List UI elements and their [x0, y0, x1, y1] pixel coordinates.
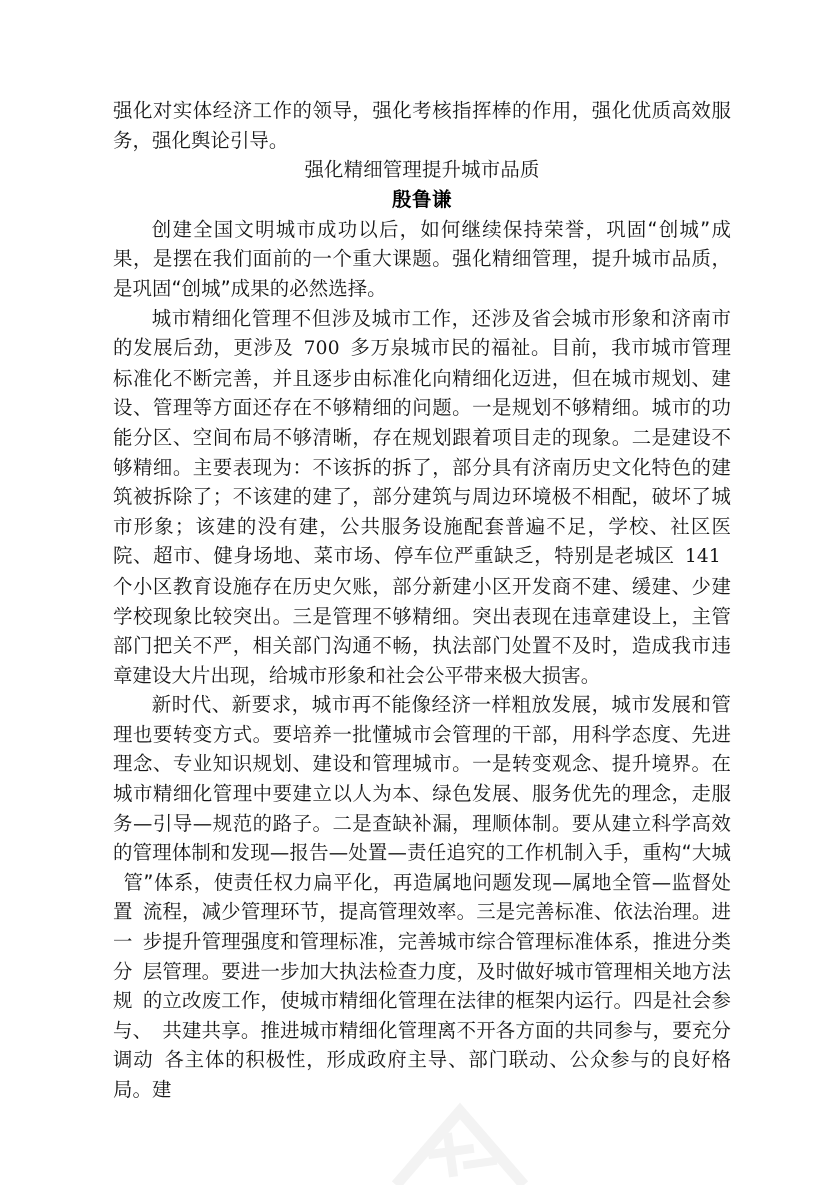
- paragraph-2-seg-b: 多万泉城市民的福祉。目前，我市城市管理标准化不断完善，并且逐步由标准化向精细化迈进，但在城市规划、建设、管理等方面还存在不够精细的问题。一是规划不够精细。城市的功能分区、空间布局不够清晰，存在规划跟着项目走的现象。二是建设不够精细。主要表现为：不该拆的拆了，部分具有济南历史文化特色的建筑被拆除了；不该建的建了，部分建筑与周边环境极不相配，破坏了城市形象；该建的没有建，公共服务设施配套普遍不足，学校、社区医院、超市、健身场地、菜市场、停车位严重缺乏，特别是老城区: [113, 336, 731, 568]
- paragraph-3: [113, 690, 731, 1104]
- paragraph-3-seg-f: 的立改废工作，使城市精细化管理在法律的框架内运行。四是社会参与、: [113, 989, 732, 1042]
- number-communities: 141: [684, 546, 721, 568]
- paragraph-1: 创建全国文明城市成功以后，如何继续保持荣誉，巩固“创城”成果，是摆在我们面前的一个重大课题。强化精细管理，提升城市品质，是巩固“创城”成果的必然选择。: [113, 217, 731, 300]
- paragraph-3-seg-c: 流程，减少管理环节，提高管理效率。三是完善标准、依法治理。进一: [113, 900, 732, 954]
- document-body: [113, 96, 731, 1105]
- paragraph-3-seg-b: 管”体系，使责任权力扁平化，再造属地问题发现—属地全管—监督处置: [113, 870, 731, 924]
- paragraph-3-seg-h: 各主体的积极性，形成政府主导、部门联动、公众参与的良好格局。建: [113, 1048, 731, 1101]
- paragraph-3-seg-a: 新时代、新要求，城市再不能像经济一样粗放发展，城市发展和管理也要转变方式。要培养一批懂城市会管理的干部，用科学态度、先进理念、专业知识规划、建设和管理城市。一是转变观念、提升境界。在城市精细化管理中要建立以人为本、绿色发展、服务优先的理念，走服务—引导—规范的路子。二是查缺补漏，理顺体制。要从建立科学高效的管理体制和发现—报告—处置—责任追究的工作机制入手，重构“大城: [113, 693, 731, 865]
- paragraph-3-seg-d: 步提升管理强度和管理标准，完善城市综合管理标准体系，推进分类分: [113, 930, 732, 983]
- article-title: 强化精细管理提升城市品质: [304, 158, 540, 182]
- article-author: 殷鲁谦: [392, 187, 452, 211]
- paragraph-2: [113, 304, 731, 691]
- number-population: 700: [303, 338, 340, 360]
- paragraph-3-seg-e: 层管理。要进一步加大执法检查力度，及时做好城市管理相关地方法规: [113, 959, 732, 1013]
- paragraph-3-seg-g: 共建共享。推进城市精细化管理离不开各方面的共同参与，要充分调动: [113, 1018, 732, 1072]
- paragraph-carryover: 强化对实体经济工作的领导，强化考核指挥棒的作用，强化优质高效服务，强化舆论引导。: [113, 99, 731, 152]
- paragraph-2-seg-a: 城市精细化管理不但涉及城市工作，还涉及省会城市形象和济南市的发展后劲，更涉及: [113, 306, 731, 360]
- paragraph-2-seg-c: 个小区教育设施存在历史欠账，部分新建小区开发商不建、缓建、少建学校现象比较突出。三是管理不够精细。突出表现在违章建设上，主管部门把关不严，相关部门沟通不畅，执法部门处置不及时，造成我市违章建设大片出现，给城市形象和社会公平带来极大损害。: [113, 574, 731, 687]
